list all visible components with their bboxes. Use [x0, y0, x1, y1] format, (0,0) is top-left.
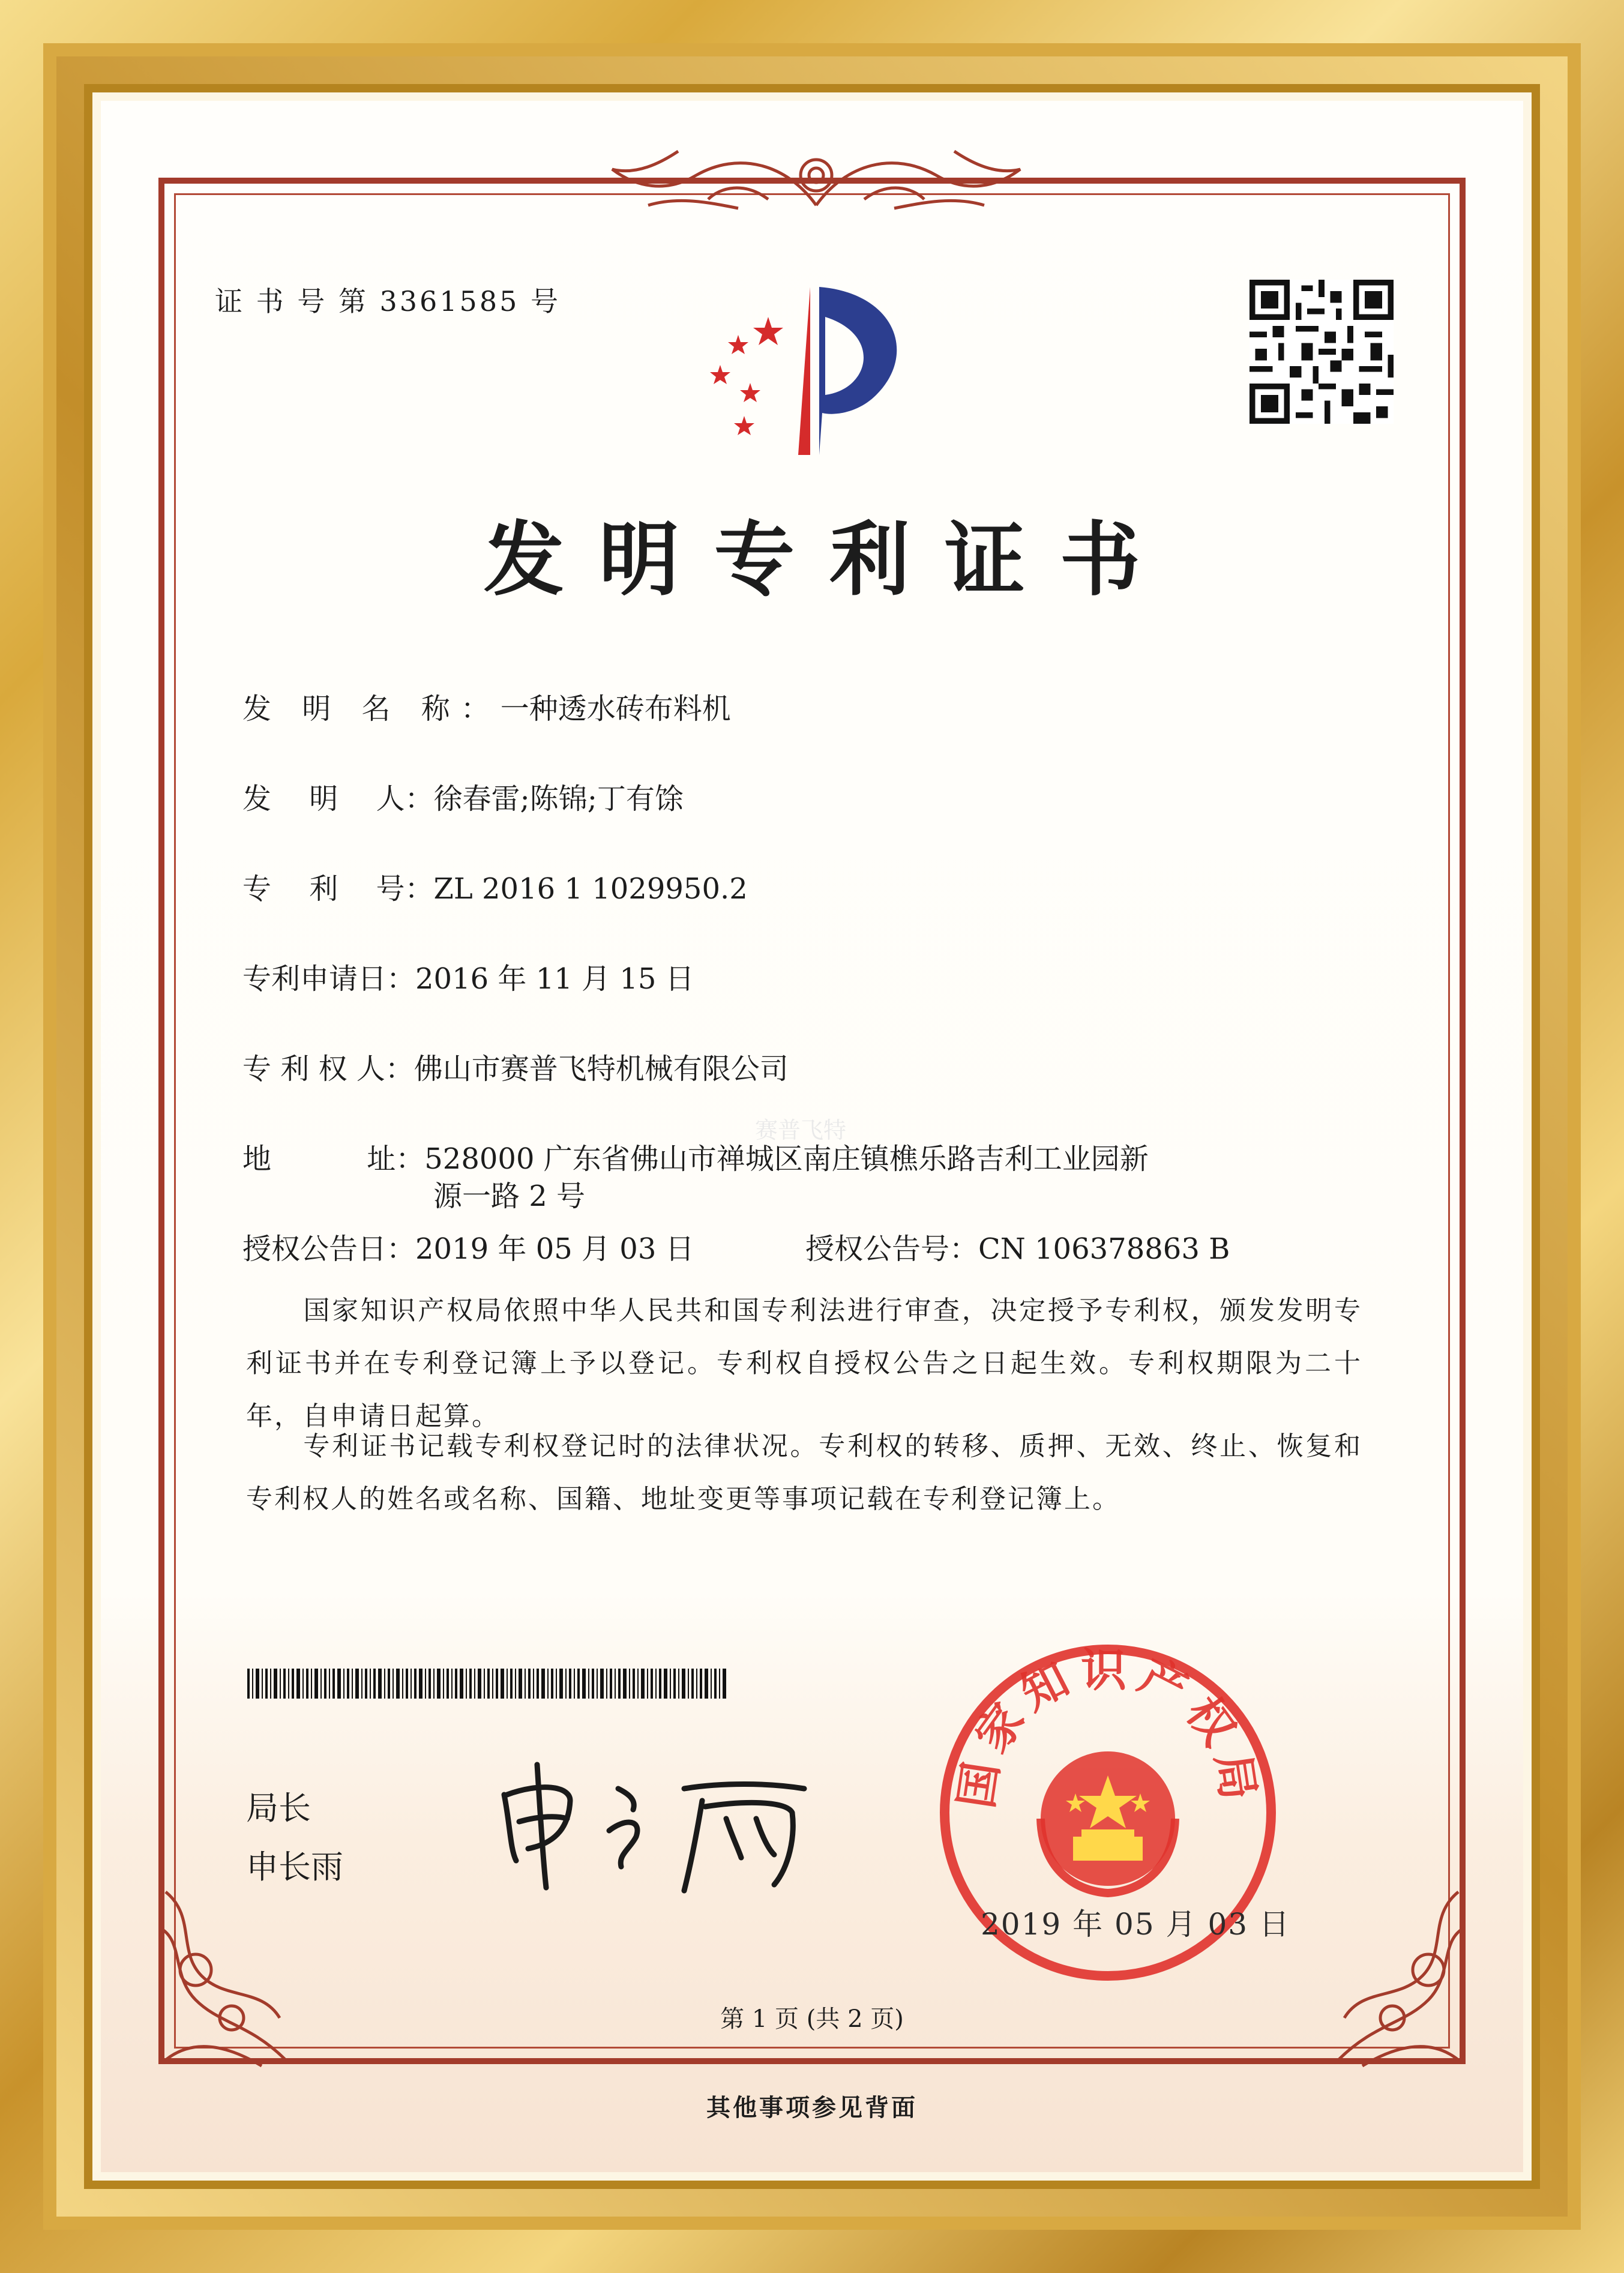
address-label: 地 址： — [242, 1142, 425, 1176]
patentee-label: 专 利 权 人： — [242, 1052, 414, 1086]
top-ornament-icon — [588, 139, 1044, 217]
invention-name-field — [242, 685, 731, 727]
patent-office-logo-icon — [696, 281, 924, 461]
grant-number-label: 授权公告号： — [805, 1232, 979, 1266]
grant-date-label: 授权公告日： — [242, 1232, 416, 1266]
inventor-label: 发 明 人： — [242, 782, 434, 816]
filing-date-field — [242, 956, 694, 997]
signature-icon — [492, 1753, 816, 1897]
watermark-text: 赛普飞特 — [755, 1117, 847, 1143]
seal-text: 国家知识产权局 — [949, 1643, 1267, 1812]
filing-date-label: 专利申请日： — [242, 962, 416, 996]
invention-name-label: 发 明 名 称： — [242, 692, 501, 726]
grant-date-field — [242, 1226, 694, 1267]
certificate-number: 证 书 号 第 3361585 号 — [215, 285, 561, 318]
address-field — [242, 1136, 1149, 1177]
inventor-field — [242, 775, 684, 817]
seal-date: 2019 年 05 月 03 日 — [981, 1907, 1290, 1942]
inventor-value: 徐春雷;陈锦;丁有馀 — [433, 782, 684, 816]
director-name: 申长雨 — [246, 1848, 343, 1886]
page-indicator: 第 1 页 (共 2 页) — [720, 2005, 904, 2033]
address-line1: 528000 广东省佛山市禅城区南庄镇樵乐路吉利工业园新 — [424, 1142, 1149, 1176]
body-paragraph-1: 国家知识产权局依照中华人民共和国专利法进行审查，决定授予专利权，颁发发明专利证书并在专利登记簿上予以登记。专利权自授权公告之日起生效。专利权期限为二十年，自申请日起算。 — [246, 1295, 1362, 1432]
patentee-value: 佛山市赛普飞特机械有限公司 — [414, 1052, 789, 1086]
footer-note: 其他事项参见背面 — [706, 2094, 918, 2122]
filing-date-value: 2016 年 11 月 15 日 — [415, 962, 694, 996]
grant-date-value: 2019 年 05 月 03 日 — [415, 1232, 694, 1266]
patent-number-label: 专 利 号： — [242, 872, 434, 906]
invention-name-value: 一种透水砖布料机 — [500, 692, 731, 726]
patent-number-field — [242, 866, 748, 907]
certificate-title: 发明专利证书 — [483, 512, 1175, 607]
grant-number-value: CN 106378863 B — [978, 1232, 1230, 1266]
barcode-icon — [247, 1669, 727, 1699]
corner-ornament-icon — [1326, 1880, 1482, 2078]
grant-number-field — [805, 1226, 1230, 1267]
director-title: 局长 — [246, 1789, 311, 1827]
patent-number-value: ZL 2016 1 1029950.2 — [433, 872, 748, 906]
address-line2: 源一路 2 号 — [433, 1179, 586, 1213]
corner-ornament-icon — [142, 1880, 298, 2078]
body-paragraph-2: 专利证书记载专利权登记时的法律状况。专利权的转移、质押、无效、终止、恢复和专利权人的姓名或名称、国籍、地址变更等事项记载在专利登记簿上。 — [246, 1431, 1362, 1514]
qr-code-icon — [1250, 280, 1394, 424]
patentee-field — [242, 1046, 789, 1087]
